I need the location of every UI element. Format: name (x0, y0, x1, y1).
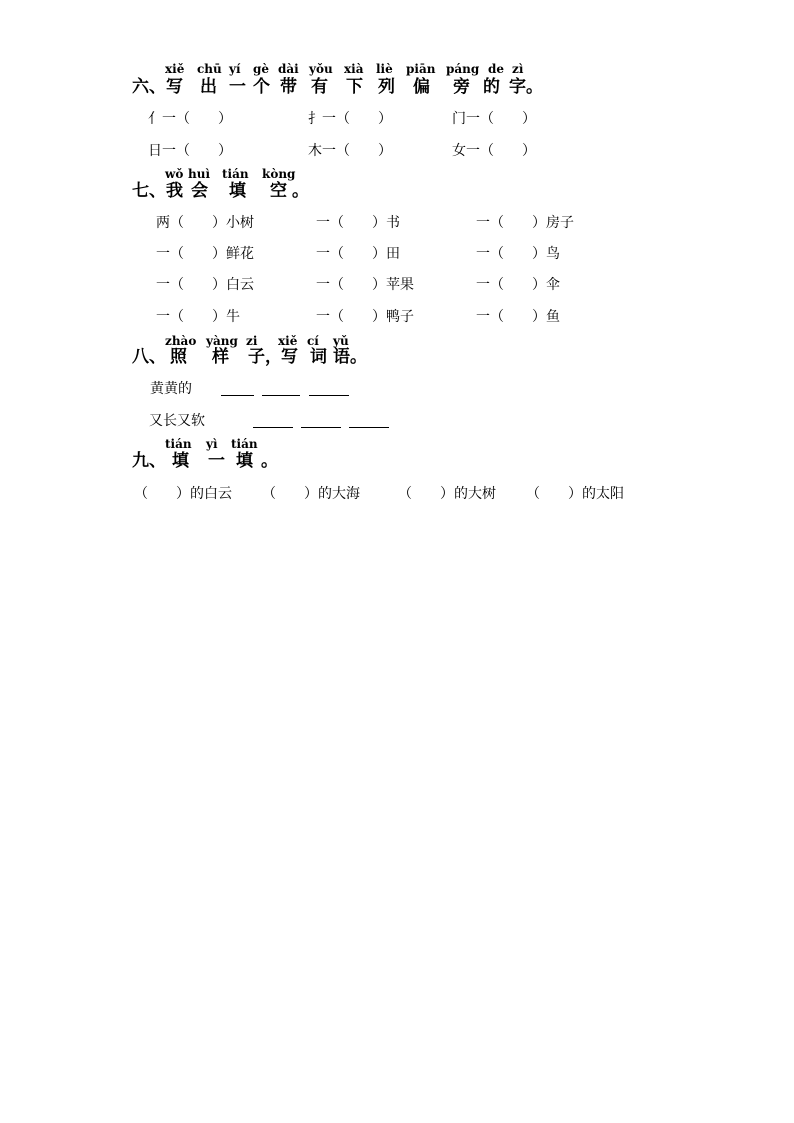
pinyin: tián (222, 167, 249, 181)
pinyin: gè (253, 62, 270, 76)
radical-item: 扌一（ ） (308, 111, 392, 127)
heading-char: 照 (170, 347, 187, 367)
pinyin: piān (406, 62, 436, 76)
heading-char: 我 (166, 181, 183, 201)
heading-char: 下 (346, 77, 363, 97)
pinyin: xiě (278, 334, 298, 348)
answer-blank[interactable] (301, 426, 341, 428)
pinyin: de (488, 62, 505, 76)
heading-char: 写 (166, 77, 183, 97)
heading-char: 带 (280, 77, 297, 97)
pinyin: yí (229, 62, 241, 76)
pinyin: zhào (165, 334, 197, 348)
heading-char: 。 (292, 181, 309, 201)
pinyin: xià (344, 62, 364, 76)
measure-word-item: 一（ ）书 (316, 215, 400, 231)
measure-word-item: 一（ ）鱼 (476, 309, 560, 325)
example-word: 又长又软 (149, 413, 205, 429)
radical-item: 女一（ ） (452, 143, 536, 159)
radical-item: 门一（ ） (452, 111, 536, 127)
answer-blank[interactable] (309, 394, 349, 396)
measure-word-item: 一（ ）房子 (476, 215, 574, 231)
heading-char: 字。 (509, 77, 543, 97)
pinyin: cí (307, 334, 319, 348)
pinyin: yàng (206, 334, 238, 348)
measure-word-item: 一（ ）鸟 (476, 246, 560, 262)
radical-item: 亻一（ ） (148, 111, 232, 127)
heading-char: 偏 (413, 77, 430, 97)
heading-char: 一 (229, 77, 246, 97)
fill-item: （ ）的白云 (134, 486, 232, 502)
heading-char: 的 (483, 77, 500, 97)
answer-blank[interactable] (349, 426, 389, 428)
pinyin: wǒ (165, 167, 184, 181)
measure-word-item: 一（ ）伞 (476, 277, 560, 293)
radical-item: 木一（ ） (308, 143, 392, 159)
measure-word-item: 一（ ）白云 (156, 277, 254, 293)
heading-char: 。 (261, 451, 278, 471)
section-number: 八、 (132, 347, 166, 367)
measure-word-item: 一（ ）牛 (156, 309, 240, 325)
measure-word-item: 两（ ）小树 (156, 215, 254, 231)
heading-char: 样 (212, 347, 229, 367)
pinyin: yǒu (309, 62, 333, 76)
heading-char: 有 (311, 77, 328, 97)
heading-char: 一 (208, 451, 225, 471)
pinyin: tián (231, 437, 258, 451)
heading-char: 旁 (453, 77, 470, 97)
heading-char: 词 (310, 347, 327, 367)
answer-blank[interactable] (253, 426, 293, 428)
section-number: 六、 (132, 77, 166, 97)
pinyin: yì (206, 437, 218, 451)
section-number: 七、 (132, 181, 166, 201)
pinyin: páng (446, 62, 480, 76)
heading-char: 语。 (333, 347, 367, 367)
heading-char: 填 (229, 181, 246, 201)
answer-blank[interactable] (221, 394, 254, 396)
measure-word-item: 一（ ）鸭子 (316, 309, 414, 325)
pinyin: chū (197, 62, 222, 76)
heading-char: 填 (236, 451, 253, 471)
example-word: 黄黄的 (150, 381, 192, 397)
heading-char: 会 (191, 181, 208, 201)
heading-char: 个 (253, 77, 270, 97)
heading-char: 列 (378, 77, 395, 97)
measure-word-item: 一（ ）田 (316, 246, 400, 262)
pinyin: zi (246, 334, 258, 348)
measure-word-item: 一（ ）鲜花 (156, 246, 254, 262)
heading-char: 出 (200, 77, 217, 97)
radical-item: 日一（ ） (148, 143, 232, 159)
answer-blank[interactable] (262, 394, 300, 396)
heading-char: 子， (248, 347, 282, 367)
pinyin: dài (278, 62, 299, 76)
heading-char: 空 (270, 181, 287, 201)
pinyin: tián (165, 437, 192, 451)
heading-char: 写 (281, 347, 298, 367)
pinyin: zì (512, 62, 524, 76)
pinyin: huì (188, 167, 211, 181)
measure-word-item: 一（ ）苹果 (316, 277, 414, 293)
pinyin: yǔ (333, 334, 349, 348)
fill-item: （ ）的大海 (262, 486, 360, 502)
pinyin: liè (376, 62, 393, 76)
fill-item: （ ）的大树 (398, 486, 496, 502)
heading-char: 填 (172, 451, 189, 471)
fill-item: （ ）的太阳 (526, 486, 624, 502)
section-number: 九、 (132, 451, 166, 471)
pinyin: xiě (165, 62, 185, 76)
pinyin: kòng (262, 167, 296, 181)
